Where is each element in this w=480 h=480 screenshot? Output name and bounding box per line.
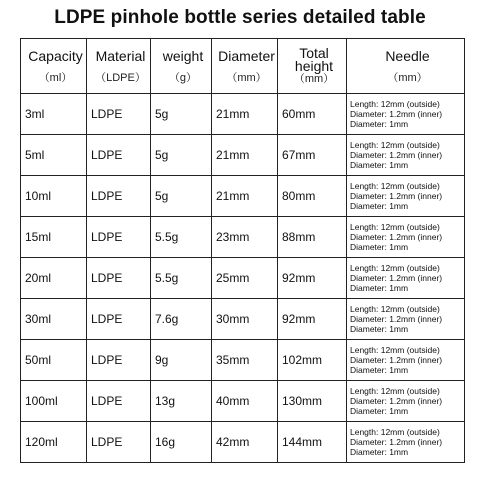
needle-inner-diameter: Diameter: 1.2mm (inner) (350, 232, 443, 242)
needle-length: Length: 12mm (outside) (350, 140, 440, 150)
needle-length: Length: 12mm (outside) (350, 222, 440, 232)
cell-diameter: 40mm (212, 381, 278, 422)
table-header-row (21, 39, 465, 94)
header-unit-capacity: （ml） (38, 71, 73, 84)
cell-weight: 9g (151, 340, 212, 381)
needle-diameter: Diameter: 1mm (350, 324, 409, 334)
needle-length: Length: 12mm (outside) (350, 263, 440, 273)
spec-table (20, 38, 465, 463)
cell-needle (347, 176, 465, 217)
cell-material: LDPE (87, 176, 151, 217)
needle-inner-diameter: Diameter: 1.2mm (inner) (350, 150, 443, 160)
needle-diameter: Diameter: 1mm (350, 242, 409, 252)
cell-material: LDPE (87, 299, 151, 340)
header-unit-total-height: （mm） (293, 73, 335, 85)
cell-capacity: 120ml (21, 422, 87, 463)
cell-needle (347, 258, 465, 299)
header-label-material: Material (95, 47, 146, 64)
header-cell-material (87, 39, 151, 94)
needle-diameter: Diameter: 1mm (350, 406, 409, 416)
needle-inner-diameter: Diameter: 1.2mm (inner) (350, 437, 443, 447)
cell-capacity: 3ml (21, 94, 87, 135)
header-label-weight: weight (162, 47, 204, 64)
table-title: LDPE pinhole bottle series detailed table (54, 7, 426, 28)
cell-height: 130mm (278, 381, 347, 422)
header-cell-total-height (278, 39, 347, 94)
needle-length: Length: 12mm (outside) (350, 304, 440, 314)
cell-needle (347, 381, 465, 422)
table-row (21, 258, 465, 299)
needle-length: Length: 12mm (outside) (350, 345, 440, 355)
header-cell-needle (347, 39, 465, 94)
cell-weight: 7.6g (151, 299, 212, 340)
cell-weight: 16g (151, 422, 212, 463)
cell-diameter: 21mm (212, 94, 278, 135)
cell-weight: 5.5g (151, 217, 212, 258)
cell-height: 102mm (278, 340, 347, 381)
cell-weight: 5g (151, 94, 212, 135)
cell-needle (347, 299, 465, 340)
header-cell-weight (151, 39, 212, 94)
header-unit-diameter: （mm） (226, 71, 267, 84)
cell-diameter: 23mm (212, 217, 278, 258)
cell-capacity: 15ml (21, 217, 87, 258)
header-unit-needle: （mm） (387, 71, 428, 84)
cell-diameter: 25mm (212, 258, 278, 299)
cell-material: LDPE (87, 381, 151, 422)
table-row (21, 299, 465, 340)
needle-length: Length: 12mm (outside) (350, 99, 440, 109)
cell-material: LDPE (87, 94, 151, 135)
cell-needle (347, 135, 465, 176)
header-unit-material: （LDPE） (95, 71, 146, 84)
cell-material: LDPE (87, 217, 151, 258)
needle-inner-diameter: Diameter: 1.2mm (inner) (350, 396, 443, 406)
header-label-capacity: Capacity (28, 47, 83, 64)
header-cell-capacity (21, 39, 87, 94)
cell-needle (347, 340, 465, 381)
cell-weight: 5g (151, 176, 212, 217)
cell-height: 92mm (278, 258, 347, 299)
needle-inner-diameter: Diameter: 1.2mm (inner) (350, 273, 443, 283)
cell-needle (347, 217, 465, 258)
table-row (21, 176, 465, 217)
cell-material: LDPE (87, 135, 151, 176)
header-cell-diameter (212, 39, 278, 94)
cell-height: 80mm (278, 176, 347, 217)
cell-material: LDPE (87, 422, 151, 463)
cell-diameter: 21mm (212, 135, 278, 176)
needle-diameter: Diameter: 1mm (350, 365, 409, 375)
cell-height: 88mm (278, 217, 347, 258)
needle-diameter: Diameter: 1mm (350, 119, 409, 129)
cell-height: 92mm (278, 299, 347, 340)
cell-capacity: 50ml (21, 340, 87, 381)
cell-diameter: 42mm (212, 422, 278, 463)
table-row (21, 217, 465, 258)
cell-height: 144mm (278, 422, 347, 463)
table-row (21, 340, 465, 381)
cell-diameter: 30mm (212, 299, 278, 340)
cell-capacity: 5ml (21, 135, 87, 176)
cell-capacity: 20ml (21, 258, 87, 299)
cell-capacity: 30ml (21, 299, 87, 340)
cell-weight: 13g (151, 381, 212, 422)
needle-inner-diameter: Diameter: 1.2mm (inner) (350, 109, 443, 119)
cell-diameter: 35mm (212, 340, 278, 381)
header-label-needle: Needle (385, 47, 430, 64)
needle-inner-diameter: Diameter: 1.2mm (inner) (350, 191, 443, 201)
cell-height: 67mm (278, 135, 347, 176)
needle-diameter: Diameter: 1mm (350, 201, 409, 211)
cell-needle (347, 94, 465, 135)
needle-length: Length: 12mm (outside) (350, 427, 440, 437)
needle-diameter: Diameter: 1mm (350, 447, 409, 457)
table-row (21, 135, 465, 176)
cell-needle (347, 422, 465, 463)
cell-capacity: 10ml (21, 176, 87, 217)
needle-length: Length: 12mm (outside) (350, 181, 440, 191)
cell-diameter: 21mm (212, 176, 278, 217)
needle-diameter: Diameter: 1mm (350, 160, 409, 170)
table-row (21, 422, 465, 463)
cell-material: LDPE (87, 258, 151, 299)
header-unit-weight: （g） (168, 71, 198, 84)
needle-inner-diameter: Diameter: 1.2mm (inner) (350, 355, 443, 365)
table-row (21, 94, 465, 135)
cell-weight: 5.5g (151, 258, 212, 299)
cell-weight: 5g (151, 135, 212, 176)
needle-length: Length: 12mm (outside) (350, 386, 440, 396)
header-label-diameter: Diameter (218, 47, 275, 64)
needle-inner-diameter: Diameter: 1.2mm (inner) (350, 314, 443, 324)
table-row (21, 381, 465, 422)
cell-material: LDPE (87, 340, 151, 381)
needle-diameter: Diameter: 1mm (350, 283, 409, 293)
cell-height: 60mm (278, 94, 347, 135)
header-label-total-height: Total height (294, 45, 334, 74)
cell-capacity: 100ml (21, 381, 87, 422)
